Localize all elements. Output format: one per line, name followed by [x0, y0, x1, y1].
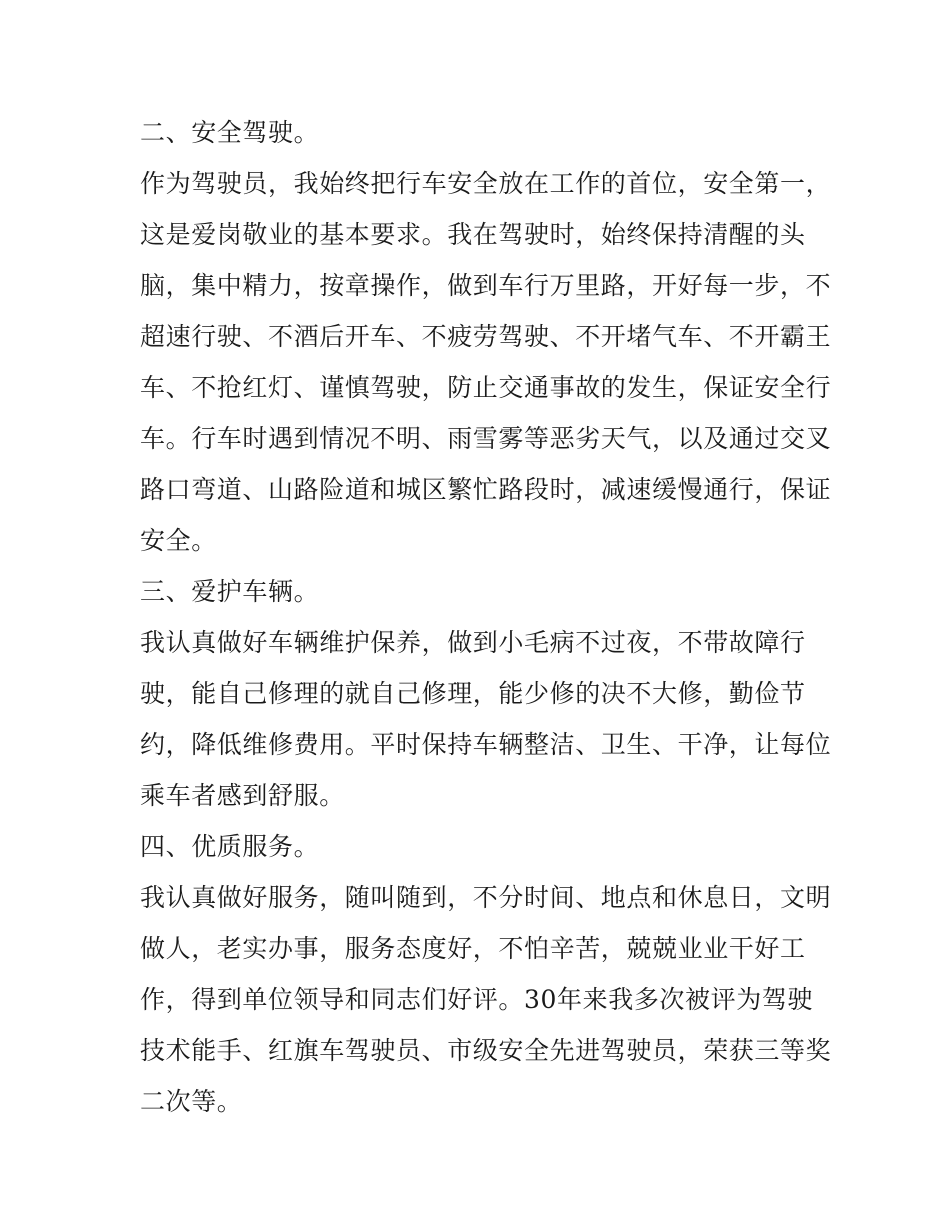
- section-heading-quality-service: 四、优质服务。: [140, 832, 320, 861]
- paragraph-line: 安全。: [140, 526, 217, 555]
- paragraph-line: 脑，集中精力，按章操作，做到车行万里路，开好每一步，不: [140, 271, 832, 300]
- paragraph-line: 乘车者感到舒服。: [140, 781, 345, 810]
- paragraph-line: 作，得到单位领导和同志们好评。30年来我多次被评为驾驶: [140, 985, 814, 1014]
- paragraph-line: 超速行驶、不酒后开车、不疲劳驾驶、不开堵气车、不开霸王: [140, 322, 832, 351]
- paragraph-line: 作为驾驶员，我始终把行车安全放在工作的首位，安全第一，: [140, 169, 832, 198]
- paragraph-line: 我认真做好车辆维护保养，做到小毛病不过夜，不带故障行: [140, 628, 806, 657]
- section-heading-vehicle-care: 三、爱护车辆。: [140, 577, 320, 606]
- paragraph-line: 这是爱岗敬业的基本要求。我在驾驶时，始终保持清醒的头: [140, 220, 806, 249]
- paragraph-line: 驶，能自己修理的就自己修理，能少修的决不大修，勤俭节: [140, 679, 806, 708]
- document-body: [140, 107, 832, 1127]
- paragraph-line: 路口弯道、山路险道和城区繁忙路段时，减速缓慢通行，保证: [140, 475, 832, 504]
- paragraph-line: 技术能手、红旗车驾驶员、市级安全先进驾驶员，荣获三等奖: [140, 1036, 832, 1065]
- paragraph-line: 二次等。: [140, 1087, 243, 1116]
- paragraph-line: 车、不抢红灯、谨慎驾驶，防止交通事故的发生，保证安全行: [140, 373, 832, 402]
- paragraph-line: 车。行车时遇到情况不明、雨雪雾等恶劣天气，以及通过交叉: [140, 424, 832, 453]
- section-heading-safe-driving: 二、安全驾驶。: [140, 118, 320, 147]
- paragraph-line: 做人，老实办事，服务态度好，不怕辛苦，兢兢业业干好工: [140, 934, 806, 963]
- paragraph-line: 约，降低维修费用。平时保持车辆整洁、卫生、干净，让每位: [140, 730, 832, 759]
- paragraph-line: 我认真做好服务，随叫随到，不分时间、地点和休息日，文明: [140, 883, 832, 912]
